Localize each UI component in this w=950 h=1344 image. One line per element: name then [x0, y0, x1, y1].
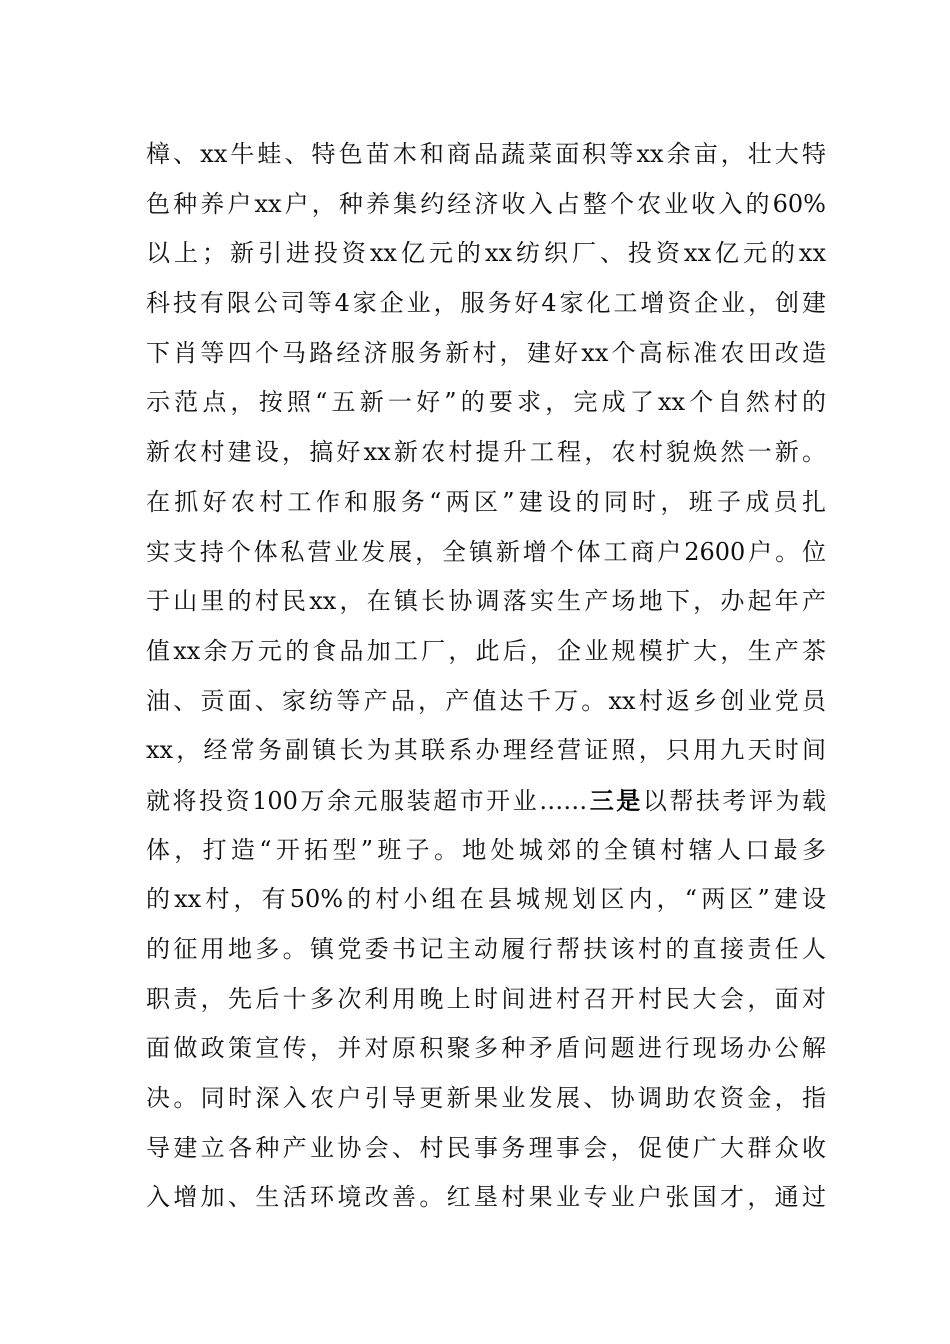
text-line-9: 实支持个体私营业发展，全镇新增个体工商户2600户。位: [146, 537, 826, 566]
text-line-22: 入增加、生活环境改善。红垦村果业专业户张国才，通过: [146, 1183, 826, 1212]
text-line-14: [146, 776, 826, 826]
text-line-17: 的征用地多。镇党委书记主动履行帮扶该村的直接责任人: [146, 935, 826, 963]
text-line-20: 决。同时深入农户引导更新果业发展、协调助农资金，指: [146, 1084, 826, 1113]
body-text: [146, 130, 826, 1223]
text-line-6: 示范点，按照“五新一好”的要求，完成了xx个自然村的: [146, 388, 826, 417]
text-line-8: 在抓好农村工作和服务“两区”建设的同时，班子成员扎: [146, 487, 826, 516]
text-line-15: 体，打造“开拓型”班子。地处城郊的全镇村辖人口最多: [146, 835, 826, 864]
text-line-11: 值xx余万元的食品加工厂，此后，企业规模扩大，生产茶: [146, 636, 826, 665]
text-line-16: 的xx村，有50%的村小组在县城规划区内，“两区”建设: [146, 885, 826, 914]
text-line-19: 面做政策宣传，并对原积聚多种矛盾问题进行现场办公解: [146, 1034, 826, 1063]
text-line-10: 于山里的村民xx，在镇长协调落实生产场地下，办起年产: [146, 587, 826, 616]
text-line-21: 导建立各种产业协会、村民事务理事会，促使广大群众收: [146, 1133, 826, 1162]
text-line-2: 色种养户xx户，种养集约经济收入占整个农业收入的60%: [146, 189, 826, 218]
text-line-13: xx，经常务副镇长为其联系办理经营证照，只用九天时间: [146, 736, 826, 765]
text-line-1: 樟、xx牛蛙、特色苗木和商品蔬菜面积等xx余亩，壮大特: [146, 140, 826, 168]
text-line-12: 油、贡面、家纺等产品，产值达千万。xx村返乡创业党员: [146, 686, 826, 715]
text-line-7: 新农村建设，搞好xx新农村提升工程，农村貌焕然一新。: [146, 438, 826, 467]
text-segment: 就将投资100万余元服装超市开业……: [146, 786, 588, 815]
text-line-18: 职责，先后十多次利用晚上时间进村召开村民大会，面对: [146, 984, 826, 1013]
text-line-4: 科技有限公司等4家企业，服务好4家化工增资企业，创建: [146, 289, 826, 318]
text-line-5: 下肖等四个马路经济服务新村，建好xx个高标准农田改造: [146, 338, 826, 367]
emphasis-text: 三是: [587, 785, 643, 815]
text-line-3: 以上；新引进投资xx亿元的xx纺织厂、投资xx亿元的xx: [146, 239, 826, 268]
text-segment: 以帮扶考评为载: [642, 786, 827, 815]
